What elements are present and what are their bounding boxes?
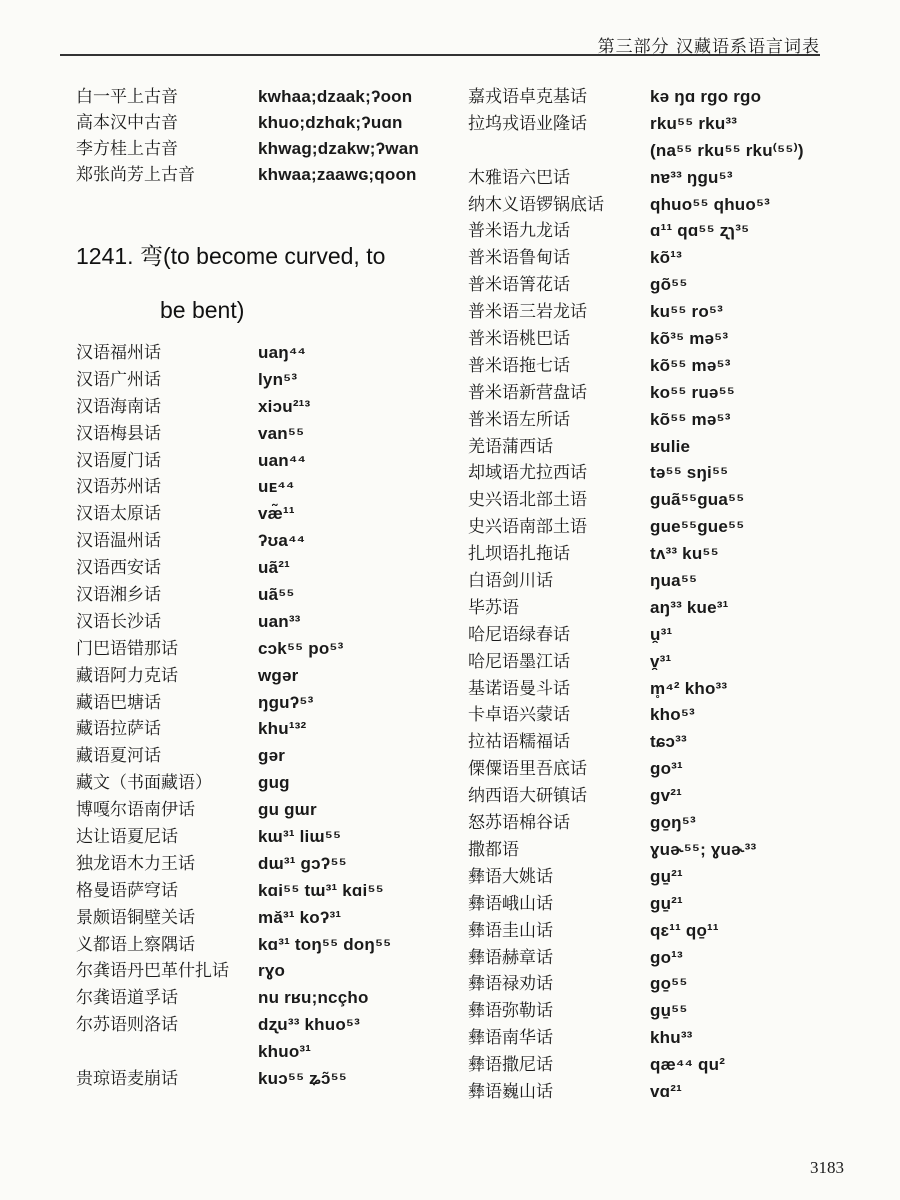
- word-form: uan⁴⁴: [258, 450, 307, 470]
- word-form: kuɔ⁵⁵ ʑɔ̃⁵⁵: [258, 1069, 347, 1089]
- list-item: [76, 474, 446, 501]
- list-item: [468, 84, 848, 111]
- language-name: 彝语峨山话: [468, 893, 553, 914]
- word-form: gv²¹: [650, 786, 682, 806]
- word-form: ku⁵⁵ ro⁵³: [650, 302, 723, 322]
- word-form: gər: [258, 746, 286, 766]
- list-item: [468, 702, 848, 729]
- list-item: [468, 568, 848, 595]
- language-name: 汉语福州话: [76, 343, 161, 363]
- list-item: [468, 1052, 848, 1079]
- word-form: uã⁵⁵: [258, 585, 295, 605]
- list-item: [468, 245, 848, 272]
- pronunciation-list-left: [76, 340, 446, 1093]
- language-name: 汉语厦门话: [76, 450, 161, 471]
- word-form: gue⁵⁵gue⁵⁵: [650, 517, 745, 537]
- word-form: go̱ŋ⁵³: [650, 813, 696, 833]
- language-name: 普米语拖七话: [468, 355, 570, 376]
- list-item: [468, 541, 848, 568]
- language-name: 尔龚语道孚话: [76, 988, 178, 1009]
- list-item: [76, 932, 446, 959]
- language-name: 哈尼语绿春话: [468, 624, 570, 645]
- list-item: [468, 165, 848, 192]
- word-form: go̱⁵⁵: [650, 974, 688, 994]
- list-item: [468, 299, 848, 326]
- list-item: [468, 138, 848, 165]
- language-name: 尔苏语则洛话: [76, 1015, 178, 1036]
- word-form: ɑ¹¹ qɑ⁵⁵ ʐɿ³⁵: [650, 221, 750, 241]
- language-name: 木雅语六巴话: [468, 167, 570, 188]
- list-item: [76, 110, 446, 136]
- list-item: [76, 958, 446, 985]
- list-item: [76, 851, 446, 878]
- language-name: 哈尼语墨江话: [468, 651, 570, 672]
- word-form: tʌ³³ ku⁵⁵: [650, 544, 719, 564]
- language-name: 普米语箐花话: [468, 275, 570, 296]
- list-item: [76, 824, 446, 851]
- language-name: 基诺语曼斗话: [468, 678, 570, 699]
- list-item: [468, 487, 848, 514]
- language-name: 彝语弥勒话: [468, 1001, 553, 1022]
- word-form: kõ⁵⁵ mə⁵³: [650, 409, 731, 429]
- language-name: 毕苏语: [468, 597, 519, 618]
- language-name: 普米语左所话: [468, 409, 570, 430]
- list-item: [76, 878, 446, 905]
- list-item: [76, 905, 446, 932]
- list-item: [76, 743, 446, 770]
- list-item: [76, 421, 446, 448]
- list-item: [468, 676, 848, 703]
- list-item: [468, 514, 848, 541]
- word-form: qæ⁴⁴ qu²: [650, 1055, 726, 1075]
- word-form: gõ⁵⁵: [650, 275, 688, 295]
- word-form: khuo³¹: [258, 1042, 312, 1062]
- list-item: [468, 1079, 848, 1106]
- language-name: 藏语夏河话: [76, 746, 161, 767]
- list-item: [76, 501, 446, 528]
- word-form: kõ¹³: [650, 248, 682, 268]
- word-form: ko⁵⁵ ruə⁵⁵: [650, 382, 735, 402]
- language-name: 藏语阿力克话: [76, 665, 178, 686]
- language-name: 汉语广州话: [76, 369, 161, 390]
- language-name: 拉祜语糯福话: [468, 732, 570, 753]
- language-name: 门巴语错那话: [76, 638, 178, 659]
- language-name: 独龙语木力王话: [76, 853, 195, 874]
- word-form: khu³³: [650, 1028, 693, 1048]
- language-name: 史兴语南部土语: [468, 517, 587, 538]
- list-item: [468, 407, 848, 434]
- word-form: uᴇ⁴⁴: [258, 477, 295, 497]
- pronunciation-list-top: [76, 84, 446, 188]
- list-item: [468, 380, 848, 407]
- entry-heading: [76, 234, 446, 332]
- list-item: [76, 609, 446, 636]
- word-form: ʔʊa⁴⁴: [258, 531, 306, 551]
- list-item: [76, 1012, 446, 1039]
- list-item: [76, 340, 446, 367]
- word-form: khu¹³²: [258, 719, 307, 739]
- list-item: [468, 622, 848, 649]
- language-name: 李方桂上古音: [76, 139, 178, 159]
- list-item: [468, 729, 848, 756]
- list-item: [468, 649, 848, 676]
- list-item: [76, 985, 446, 1012]
- language-name: 普米语鲁甸话: [468, 248, 570, 269]
- word-form: go¹³: [650, 947, 683, 967]
- word-form: guã⁵⁵gua⁵⁵: [650, 490, 745, 510]
- word-form: gu gɯr: [258, 800, 317, 820]
- language-name: 怒苏语棉谷话: [468, 813, 570, 834]
- pronunciation-list-right: [468, 84, 848, 1106]
- language-name: 羌语蒲西话: [468, 436, 553, 457]
- list-item: [76, 797, 446, 824]
- language-name: 彝语大姚话: [468, 866, 553, 887]
- word-form: kɑi⁵⁵ tɯ³¹ kɑi⁵⁵: [258, 880, 384, 900]
- list-item: [468, 111, 848, 138]
- list-item: [468, 945, 848, 972]
- language-name: 纳木义语锣锅底话: [468, 194, 604, 215]
- list-item: [76, 394, 446, 421]
- language-name: 博嘎尔语南伊话: [76, 800, 195, 821]
- list-item: [468, 864, 848, 891]
- language-name: 汉语苏州话: [76, 477, 161, 498]
- list-item: [76, 690, 446, 717]
- word-form: gu̱²¹: [650, 866, 683, 886]
- language-name: 扎坝语扎拖话: [468, 544, 570, 565]
- language-name: 白一平上古音: [76, 87, 178, 107]
- word-form: uaŋ⁴⁴: [258, 343, 307, 362]
- language-name: 汉语海南话: [76, 396, 161, 417]
- language-name: 彝语禄劝话: [468, 974, 553, 995]
- right-column: [468, 84, 848, 1106]
- word-form: rku⁵⁵ rku³³: [650, 113, 738, 133]
- language-name: 汉语太原话: [76, 504, 161, 525]
- language-name: 彝语圭山话: [468, 920, 553, 941]
- word-form: kwhaa;dzaak;ʔoon: [258, 87, 413, 106]
- word-form: vɑ²¹: [650, 1081, 682, 1101]
- language-name: 藏语巴塘话: [76, 692, 161, 713]
- list-item: [76, 555, 446, 582]
- word-form: xiɔu²¹³: [258, 396, 311, 416]
- language-name: 汉语湘乡话: [76, 585, 161, 606]
- list-item: [468, 272, 848, 299]
- language-name: 拉坞戎语业隆话: [468, 113, 587, 134]
- word-form: nu rʁu;ncçho: [258, 988, 369, 1008]
- list-item: [468, 891, 848, 918]
- entry-heading-line2: be bent): [160, 297, 245, 323]
- language-name: 汉语长沙话: [76, 611, 161, 632]
- word-form: kõ⁵⁵ mə⁵³: [650, 355, 731, 375]
- left-column: [76, 84, 446, 1093]
- list-item: [76, 582, 446, 609]
- page-header: [60, 26, 820, 58]
- language-name: 普米语三岩龙话: [468, 302, 587, 323]
- word-form: cɔk⁵⁵ po⁵³: [258, 638, 344, 658]
- list-item: [76, 367, 446, 394]
- language-name: 达让语夏尼话: [76, 827, 178, 848]
- list-item: [468, 192, 848, 219]
- language-name: 格曼语萨穹话: [76, 880, 178, 901]
- list-item: [468, 918, 848, 945]
- word-form: m̥⁴² kho³³: [650, 678, 728, 698]
- word-form: lyn⁵³: [258, 369, 298, 389]
- list-item: [468, 326, 848, 353]
- list-item: [468, 595, 848, 622]
- list-item: [76, 528, 446, 555]
- language-name: 彝语南华话: [468, 1028, 553, 1049]
- word-form: v̯³¹: [650, 651, 672, 671]
- language-name: 郑张尚芳上古音: [76, 165, 195, 185]
- list-item: [468, 998, 848, 1025]
- running-header-title: 第三部分 汉藏语系语言词表: [597, 37, 820, 57]
- word-form: khwaa;zaawɢ;qoon: [258, 165, 417, 184]
- language-name: 汉语温州话: [76, 531, 161, 552]
- word-form: ʁulie: [650, 436, 691, 456]
- word-form: kə ŋɑ rgo rgo: [650, 87, 762, 106]
- word-form: uã²¹: [258, 558, 290, 578]
- word-form: gug: [258, 773, 290, 793]
- list-item: [468, 971, 848, 998]
- list-item: [76, 1066, 446, 1093]
- list-item: [76, 448, 446, 475]
- list-item: [468, 756, 848, 783]
- word-form: (na⁵⁵ rku⁵⁵ rku⁽⁵⁵⁾): [650, 140, 804, 160]
- list-item: [76, 716, 446, 743]
- language-name: 尔龚语丹巴革什扎话: [76, 961, 229, 982]
- word-form: kho⁵³: [650, 705, 695, 725]
- language-name: 藏文（书面藏语）: [76, 773, 212, 794]
- list-item: [468, 810, 848, 837]
- language-name: 却域语尤拉西话: [468, 463, 587, 484]
- word-form: ŋua⁵⁵: [650, 571, 698, 591]
- list-item: [76, 136, 446, 162]
- language-name: 彝语撒尼话: [468, 1055, 553, 1076]
- list-item: [76, 162, 446, 188]
- word-form: qhuo⁵⁵ qhuo⁵³: [650, 194, 771, 214]
- word-form: wgər: [258, 665, 299, 685]
- list-item: [468, 460, 848, 487]
- list-item: [468, 1025, 848, 1052]
- list-item: [76, 84, 446, 110]
- language-name: 汉语西安话: [76, 558, 161, 579]
- word-form: van⁵⁵: [258, 423, 305, 443]
- list-item: [468, 353, 848, 380]
- word-form: kɯ³¹ liɯ⁵⁵: [258, 827, 342, 847]
- language-name: 彝语巍山话: [468, 1081, 553, 1102]
- word-form: tɕɔ³³: [650, 732, 687, 752]
- word-form: ŋguʔ⁵³: [258, 692, 314, 712]
- word-form: rɣo: [258, 961, 286, 981]
- word-form: nɐ³³ ŋgu⁵³: [650, 167, 733, 187]
- word-form: tə⁵⁵ sŋi⁵⁵: [650, 463, 729, 483]
- word-form: dʐu³³ khuo⁵³: [258, 1015, 360, 1035]
- language-name: 白语剑川话: [468, 571, 553, 592]
- list-item: [76, 636, 446, 663]
- word-form: u̯³¹: [650, 624, 673, 644]
- word-form: gu̱⁵⁵: [650, 1001, 688, 1021]
- word-form: khwag;dzakw;ʔwan: [258, 139, 419, 158]
- language-name: 高本汉中古音: [76, 113, 178, 133]
- word-form: mă³¹ koʔ³¹: [258, 907, 342, 927]
- language-name: 汉语梅县话: [76, 423, 161, 444]
- list-item: [76, 663, 446, 690]
- word-form: go³¹: [650, 759, 683, 779]
- word-form: khuo;dzhɑk;ʔuɑn: [258, 113, 403, 132]
- language-name: 义都语上察隅话: [76, 934, 195, 955]
- language-name: 景颇语铜壁关话: [76, 907, 195, 928]
- word-form: kõ³⁵ mə⁵³: [650, 329, 729, 349]
- language-name: 藏语拉萨话: [76, 719, 161, 740]
- list-item: [468, 783, 848, 810]
- entry-heading-line1: 1241. 弯(to become curved, to: [76, 243, 386, 269]
- language-name: 嘉戎语卓克基话: [468, 87, 587, 107]
- language-name: 普米语新营盘话: [468, 382, 587, 403]
- word-form: dɯ³¹ gɔʔ⁵⁵: [258, 853, 347, 873]
- page-number: 3183: [810, 1158, 844, 1177]
- word-form: aŋ³³ kue³¹: [650, 597, 729, 617]
- list-item: [76, 1039, 446, 1066]
- language-name: 傈僳语里吾底话: [468, 759, 587, 780]
- word-form: kɑ³¹ toŋ⁵⁵ doŋ⁵⁵: [258, 934, 392, 954]
- list-item: [468, 837, 848, 864]
- word-form: uan³³: [258, 611, 301, 631]
- language-name: 史兴语北部土语: [468, 490, 587, 511]
- language-name: 彝语赫章话: [468, 947, 553, 968]
- word-form: ɣuɚ⁵⁵; ɣuɚ³³: [650, 839, 757, 859]
- list-item: [468, 218, 848, 245]
- word-form: gu̱²¹: [650, 893, 683, 913]
- language-name: 纳西语大研镇话: [468, 786, 587, 807]
- list-item: [468, 434, 848, 461]
- word-form: væ̃¹¹: [258, 504, 295, 524]
- language-name: 贵琼语麦崩话: [76, 1069, 178, 1090]
- header-rule: [60, 54, 820, 56]
- language-name: 普米语桃巴话: [468, 329, 570, 350]
- list-item: [76, 770, 446, 797]
- language-name: 撒都语: [468, 839, 519, 860]
- language-name: 卡卓语兴蒙话: [468, 705, 570, 726]
- word-form: qɛ¹¹ qo̱¹¹: [650, 920, 719, 940]
- language-name: 普米语九龙话: [468, 221, 570, 242]
